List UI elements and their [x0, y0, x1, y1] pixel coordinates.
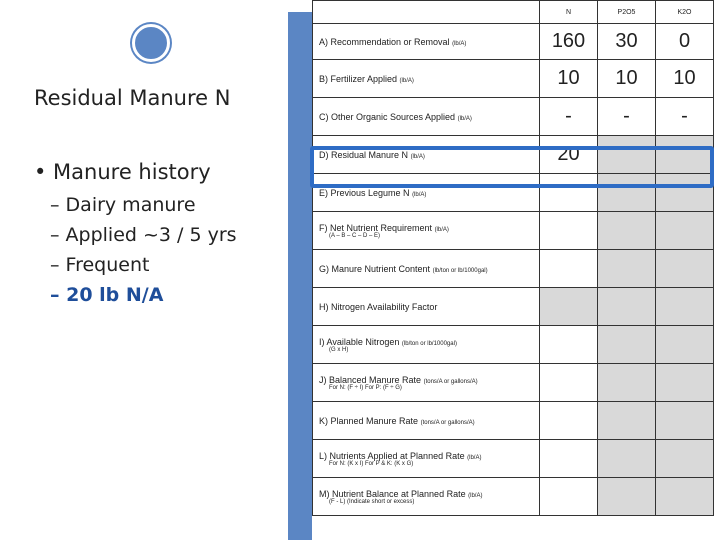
- row-label-text: G) Manure Nutrient Content: [319, 263, 431, 274]
- table-row: [313, 326, 714, 364]
- row-note: (G x H): [329, 346, 349, 353]
- sub-bullet: – Applied ~3 / 5 yrs: [50, 224, 237, 246]
- row-label: [313, 212, 540, 250]
- row-label-text: F) Net Nutrient Requirement: [319, 222, 433, 233]
- table-cell: [656, 478, 714, 516]
- row-label-text: E) Previous Legume N: [319, 187, 410, 198]
- table-cell: 10: [540, 60, 598, 98]
- row-label-text: H) Nitrogen Availability Factor: [319, 301, 438, 312]
- table-cell: [656, 440, 714, 478]
- table-row: [313, 60, 714, 98]
- table-cell: [540, 250, 598, 288]
- row-label-text: D) Residual Manure N: [319, 149, 409, 160]
- table-cell: [598, 288, 656, 326]
- row-label-text: J) Balanced Manure Rate: [319, 374, 422, 385]
- table-cell: [540, 326, 598, 364]
- table-cell: 0: [656, 24, 714, 60]
- row-unit: (tons/A or gallons/A): [423, 378, 478, 385]
- accent-bar: [288, 12, 312, 540]
- row-label: [313, 24, 540, 60]
- table-cell: [540, 478, 598, 516]
- table-cell: 10: [598, 60, 656, 98]
- column-header: K2O: [656, 1, 714, 24]
- row-label-text: L) Nutrients Applied at Planned Rate: [319, 450, 465, 461]
- table-row: [313, 212, 714, 250]
- table-cell: [540, 364, 598, 402]
- table-cell: [540, 212, 598, 250]
- row-unit: (lb/A): [412, 191, 427, 198]
- column-header: N: [540, 1, 598, 24]
- table-cell: [656, 288, 714, 326]
- decorative-circle: [132, 24, 170, 62]
- bullet-manure-history: • Manure history: [34, 160, 211, 184]
- table-cell: [598, 402, 656, 440]
- row-label: [313, 250, 540, 288]
- table-cell: -: [656, 98, 714, 136]
- table-cell: [598, 478, 656, 516]
- row-unit: (lb/ton or lb/1000gal): [432, 267, 488, 274]
- sub-bullet: – Dairy manure: [50, 194, 196, 216]
- row-label: [313, 98, 540, 136]
- row-label: [313, 402, 540, 440]
- row-unit: (lb/A): [467, 454, 482, 461]
- table-cell: [598, 440, 656, 478]
- row-label-text: C) Other Organic Sources Applied: [319, 111, 456, 122]
- table-cell: [540, 440, 598, 478]
- table-row: [313, 364, 714, 402]
- row-unit: (lb/A): [399, 77, 414, 84]
- row-note: For N: (K x I) For P & K: (K x G): [329, 460, 414, 467]
- sub-bullet: – Frequent: [50, 254, 150, 276]
- table-row: [313, 98, 714, 136]
- row-unit: (tons/A or gallons/A): [420, 419, 475, 426]
- table-cell: [598, 250, 656, 288]
- table-cell: [540, 288, 598, 326]
- table-cell: [598, 212, 656, 250]
- row-label: [313, 478, 540, 516]
- row-label-text: B) Fertilizer Applied: [319, 73, 398, 84]
- table-cell: -: [540, 98, 598, 136]
- table-row: [313, 288, 714, 326]
- table-cell: [656, 326, 714, 364]
- table-cell: [540, 402, 598, 440]
- table-row: [313, 24, 714, 60]
- table-cell: 30: [598, 24, 656, 60]
- row-label: [313, 326, 540, 364]
- row-label-text: M) Nutrient Balance at Planned Rate: [319, 488, 466, 499]
- table-cell: 160: [540, 24, 598, 60]
- table-cell: [598, 326, 656, 364]
- table-row: [313, 440, 714, 478]
- row-unit: (lb/ton or lb/1000gal): [401, 340, 457, 347]
- table-row: [313, 402, 714, 440]
- row-label-text: K) Planned Manure Rate: [319, 415, 419, 426]
- nutrient-worksheet-table: [312, 0, 714, 516]
- slide-title: Residual Manure N: [34, 86, 231, 110]
- table-cell: 10: [656, 60, 714, 98]
- table-row: [313, 478, 714, 516]
- table-cell: [656, 364, 714, 402]
- row-unit: (lb/A): [410, 153, 425, 160]
- row-note: For N: (F ÷ I) For P: (F ÷ G): [329, 384, 402, 391]
- row-label: [313, 60, 540, 98]
- row-highlight-frame: [310, 146, 714, 188]
- row-label-text: I) Available Nitrogen: [319, 336, 400, 347]
- row-note: (A – B – C – D – E): [329, 232, 381, 239]
- row-note: (F - L) (Indicate short or excess): [329, 498, 415, 505]
- table-cell: [656, 402, 714, 440]
- table-cell: [656, 212, 714, 250]
- table-cell: [656, 250, 714, 288]
- row-unit: (lb/A): [468, 492, 483, 499]
- row-unit: (lb/A): [434, 226, 449, 233]
- row-label: [313, 364, 540, 402]
- bullet-list: [34, 160, 237, 314]
- table-cell: -: [598, 98, 656, 136]
- column-header: P2O5: [598, 1, 656, 24]
- row-unit: (lb/A): [457, 115, 472, 122]
- row-unit: (lb/A): [452, 40, 467, 47]
- row-label: [313, 440, 540, 478]
- row-label: [313, 288, 540, 326]
- table-row: [313, 250, 714, 288]
- table-cell: [598, 364, 656, 402]
- table-cell: 20: [540, 136, 598, 174]
- sub-bullet-highlight: – 20 lb N/A: [50, 284, 164, 306]
- header-blank: [313, 1, 540, 24]
- row-label-text: A) Recommendation or Removal: [319, 36, 450, 47]
